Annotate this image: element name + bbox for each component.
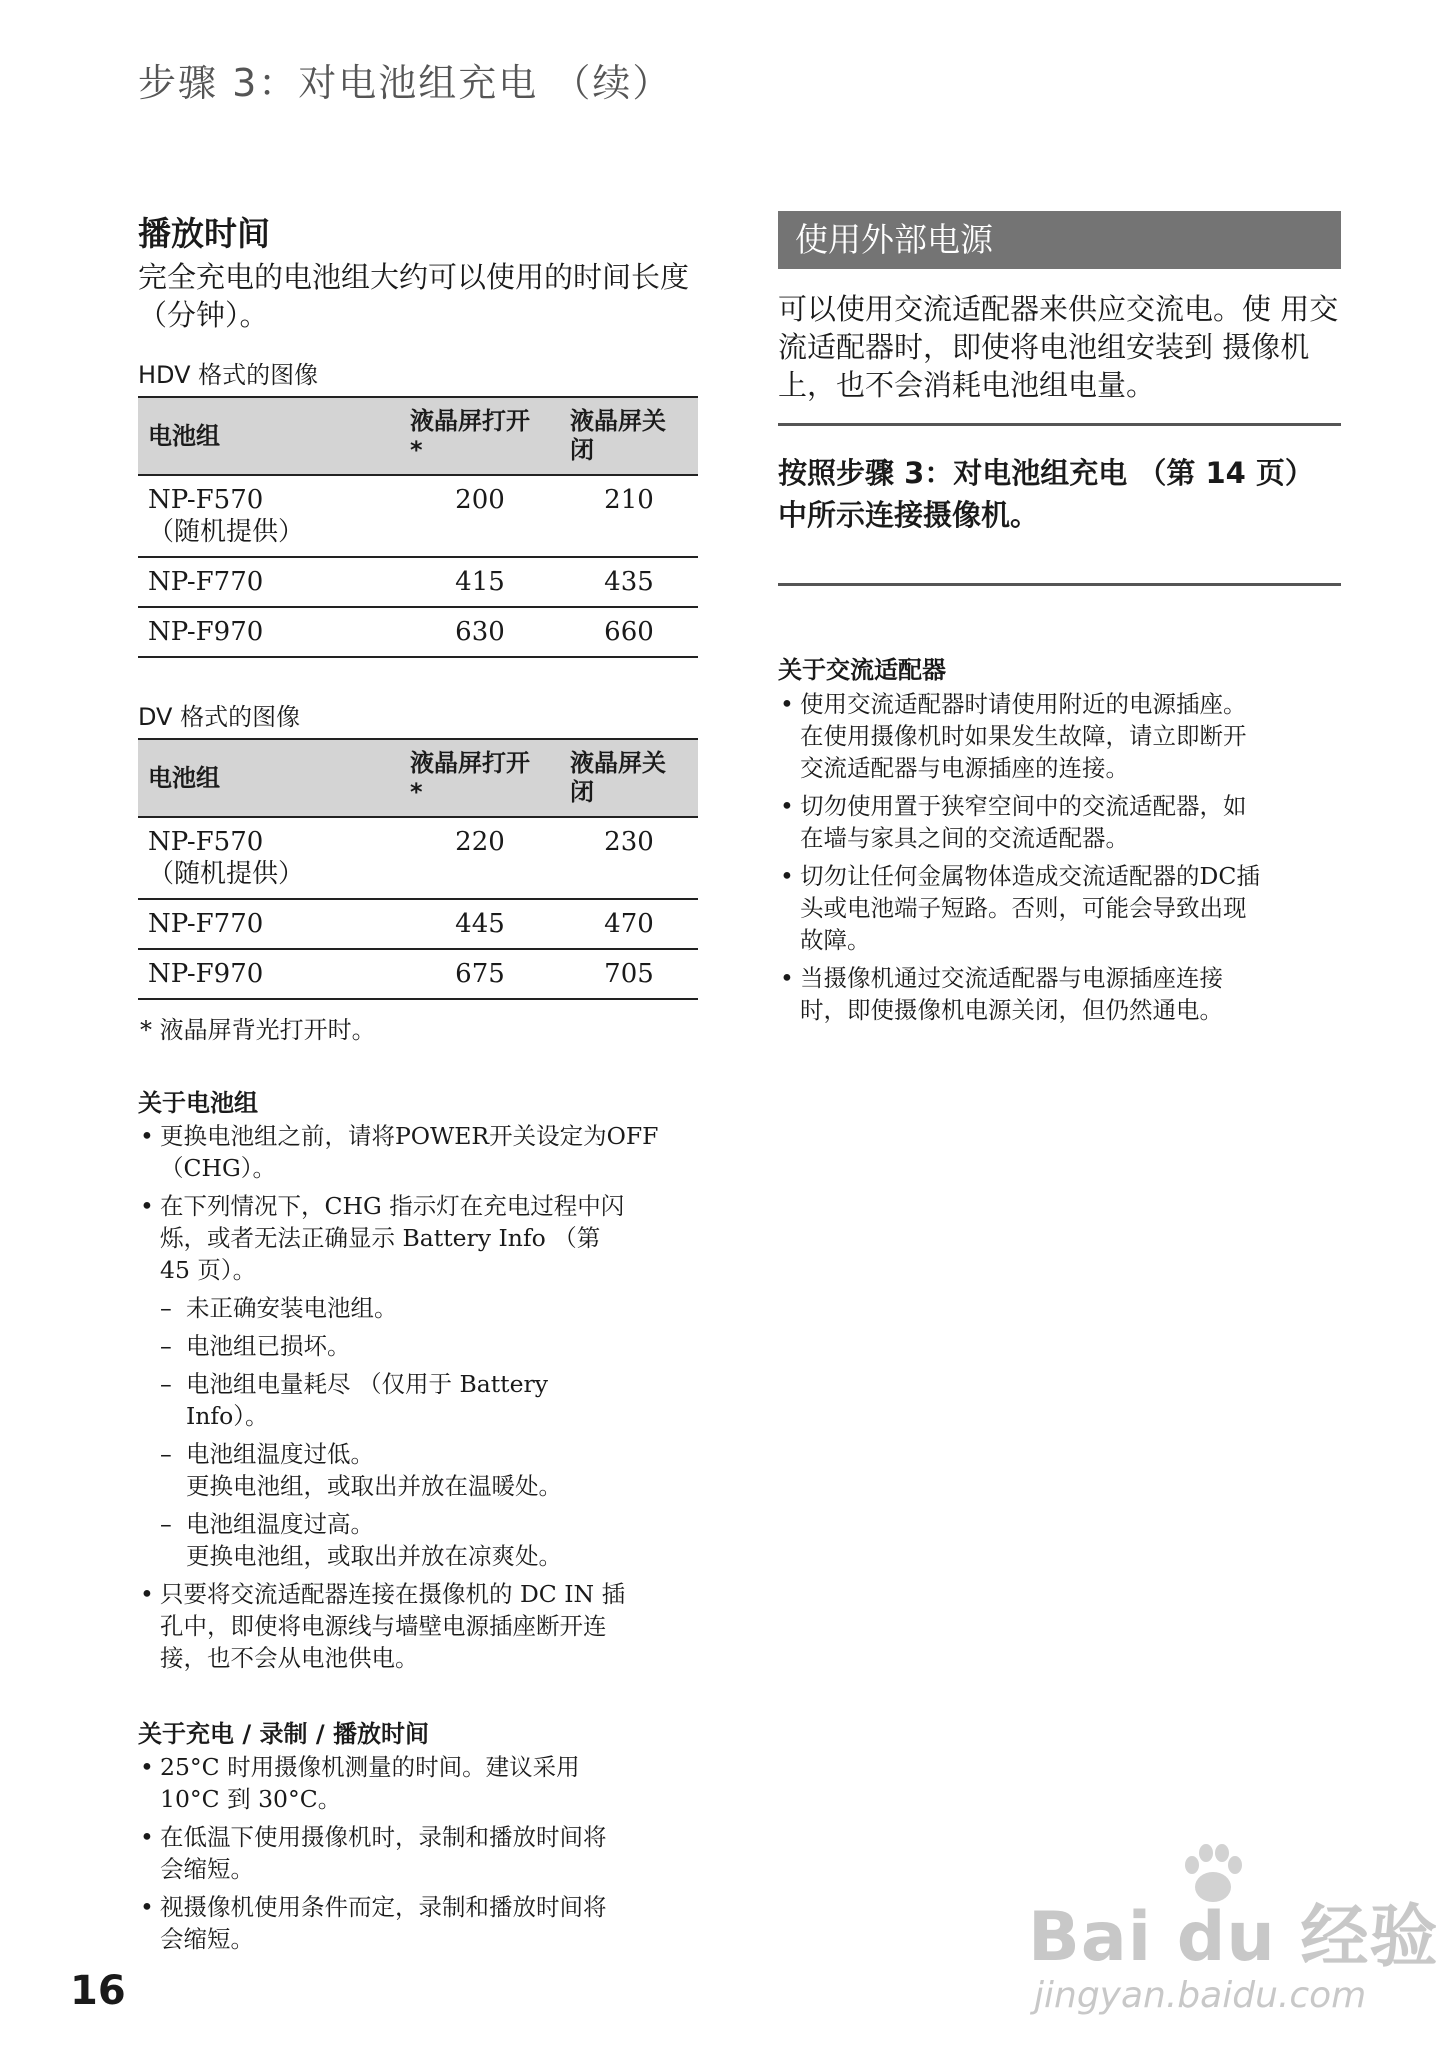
- page-title: 步骤 3：对电池组充电 （续）: [138, 61, 673, 105]
- list-item-line: 孔中，即使将电源线与墙壁电源插座断开连: [160, 1612, 607, 1640]
- connect-instruction: 按照步骤 3：对电池组充电 （第 14 页） 中所示连接摄像机。: [778, 456, 1314, 532]
- lcd-open-cell: 675: [400, 949, 560, 999]
- charging-notes-list: [138, 1751, 718, 1961]
- list-item-line: 时，即使摄像机电源关闭，但仍然通电。: [800, 996, 1223, 1024]
- list-item-line: • 在低温下使用摄像机时，录制和播放时间将: [160, 1823, 607, 1851]
- table-row: [138, 475, 698, 557]
- battery-notes-heading: 关于电池组: [138, 1089, 258, 1117]
- watermark-url: jingyan.baidu.com: [1034, 1975, 1367, 2016]
- sub-list-item: [138, 1438, 718, 1502]
- list-item-line: 会缩短。: [160, 1925, 254, 1953]
- list-item-line: （CHG）。: [160, 1154, 276, 1182]
- list-item-line: • 25°C 时用摄像机测量的时间。建议采用: [160, 1753, 580, 1781]
- list-item-line: 头或电池端子短路。否则，可能会导致出现: [800, 894, 1247, 922]
- list-item: [778, 790, 1348, 854]
- list-item-line: 在使用摄像机时如果发生故障，请立即断开: [800, 722, 1247, 750]
- list-item-line: 会缩短。: [160, 1855, 254, 1883]
- lcd-open-cell: 415: [400, 557, 560, 607]
- sub-list-item: [138, 1368, 718, 1432]
- list-item: [778, 860, 1348, 956]
- list-item: [138, 1120, 718, 1184]
- list-item-line: 在墙与家具之间的交流适配器。: [800, 824, 1129, 852]
- table-row: [138, 607, 698, 657]
- lcd-closed-cell: 435: [560, 557, 698, 607]
- list-item-line: – 未正确安装电池组。: [186, 1294, 398, 1322]
- list-item: [138, 1751, 718, 1815]
- list-item-line: • 当摄像机通过交流适配器与电源插座连接: [800, 964, 1223, 992]
- table-row: [138, 557, 698, 607]
- battery-model-cell: NP-F970: [138, 607, 400, 657]
- table-row: [138, 949, 698, 999]
- column-header: 电池组: [138, 739, 400, 817]
- list-item-line: 更换电池组，或取出并放在温暖处。: [186, 1472, 562, 1500]
- lcd-closed-cell: 470: [560, 899, 698, 949]
- list-item-line: • 在下列情况下，CHG 指示灯在充电过程中闪: [160, 1192, 625, 1220]
- table-header-row: [138, 739, 698, 817]
- sub-list-item: [138, 1292, 718, 1324]
- dv-table-caption: DV 格式的图像: [138, 703, 301, 731]
- divider: [778, 423, 1341, 426]
- battery-model-cell: NP-F770: [138, 557, 400, 607]
- list-item-line: – 电池组温度过高。: [186, 1510, 374, 1538]
- list-item-line: – 电池组已损坏。: [186, 1332, 351, 1360]
- list-item-line: – 电池组电量耗尽 （仅用于 Battery: [186, 1370, 549, 1398]
- lcd-open-cell: 445: [400, 899, 560, 949]
- column-header: 液晶屏打开 *: [400, 397, 560, 475]
- list-item-line: 45 页）。: [160, 1256, 257, 1284]
- column-header: 电池组: [138, 397, 400, 475]
- list-item: [138, 1190, 718, 1286]
- lcd-closed-cell: 230: [560, 817, 698, 899]
- battery-model-cell: NP-F770: [138, 899, 400, 949]
- list-item-line: 接，也不会从电池供电。: [160, 1644, 419, 1672]
- list-item-line: • 更换电池组之前，请将POWER开关设定为OFF: [160, 1122, 659, 1150]
- list-item-line: 故障。: [800, 926, 871, 954]
- lcd-open-cell: 220: [400, 817, 560, 899]
- hdv-table-caption: HDV 格式的图像: [138, 361, 319, 389]
- page-number: 16: [70, 1968, 126, 2014]
- list-item-line: • 使用交流适配器时请使用附近的电源插座。: [800, 690, 1247, 718]
- table-row: [138, 817, 698, 899]
- table-header-row: [138, 397, 698, 475]
- adapter-notes-heading: 关于交流适配器: [778, 656, 946, 684]
- list-item-line: 更换电池组，或取出并放在凉爽处。: [186, 1542, 562, 1570]
- external-power-heading: 使用外部电源: [778, 211, 1341, 269]
- dv-battery-table: [138, 738, 698, 1000]
- external-power-intro: 可以使用交流适配器来供应交流电。使 用交流适配器时，即使将电池组安装到 摄像机上，也不会消耗电池组电量。: [778, 292, 1339, 402]
- list-item-line: 10°C 到 30°C。: [160, 1785, 342, 1813]
- list-item: [138, 1578, 718, 1674]
- sub-list-item: [138, 1330, 718, 1362]
- column-header: 液晶屏关闭: [560, 397, 698, 475]
- lcd-closed-cell: 210: [560, 475, 698, 557]
- list-item: [778, 688, 1348, 784]
- battery-model-cell: NP-F970: [138, 949, 400, 999]
- sub-list-item: [138, 1508, 718, 1572]
- lcd-closed-cell: 660: [560, 607, 698, 657]
- battery-model-cell: NP-F570 （随机提供）: [138, 475, 400, 557]
- playback-heading: 播放时间: [138, 214, 270, 253]
- column-header: 液晶屏打开 *: [400, 739, 560, 817]
- table-row: [138, 899, 698, 949]
- baidu-jingyan-watermark: [1028, 1843, 1439, 2043]
- list-item-line: 交流适配器与电源插座的连接。: [800, 754, 1129, 782]
- list-item: [138, 1891, 718, 1955]
- list-item-line: – 电池组温度过低。: [186, 1440, 374, 1468]
- list-item-line: 烁，或者无法正确显示 Battery Info （第: [160, 1224, 601, 1252]
- hdv-battery-table: [138, 396, 698, 658]
- charging-notes-heading: 关于充电 / 录制 / 播放时间: [138, 1720, 429, 1748]
- divider: [778, 583, 1341, 586]
- list-item-line: • 切勿使用置于狭窄空间中的交流适配器，如: [800, 792, 1247, 820]
- list-item-line: • 只要将交流适配器连接在摄像机的 DC IN 插: [160, 1580, 626, 1608]
- lcd-closed-cell: 705: [560, 949, 698, 999]
- column-header: 液晶屏关闭: [560, 739, 698, 817]
- list-item: [138, 1821, 718, 1885]
- watermark-brand: Bai du 经验: [1028, 1898, 1439, 1977]
- lcd-open-cell: 630: [400, 607, 560, 657]
- table-footnote: * 液晶屏背光打开时。: [140, 1016, 376, 1044]
- list-item-line: • 切勿让任何金属物体造成交流适配器的DC插: [800, 862, 1260, 890]
- adapter-notes-list: [778, 688, 1348, 1032]
- list-item-line: • 视摄像机使用条件而定，录制和播放时间将: [160, 1893, 607, 1921]
- list-item-line: Info）。: [186, 1402, 269, 1430]
- list-item: [778, 962, 1348, 1026]
- playback-intro: 完全充电的电池组大约可以使用的时间长度 （分钟）。: [138, 260, 690, 332]
- battery-model-cell: NP-F570 （随机提供）: [138, 817, 400, 899]
- lcd-open-cell: 200: [400, 475, 560, 557]
- battery-notes-list: [138, 1120, 718, 1680]
